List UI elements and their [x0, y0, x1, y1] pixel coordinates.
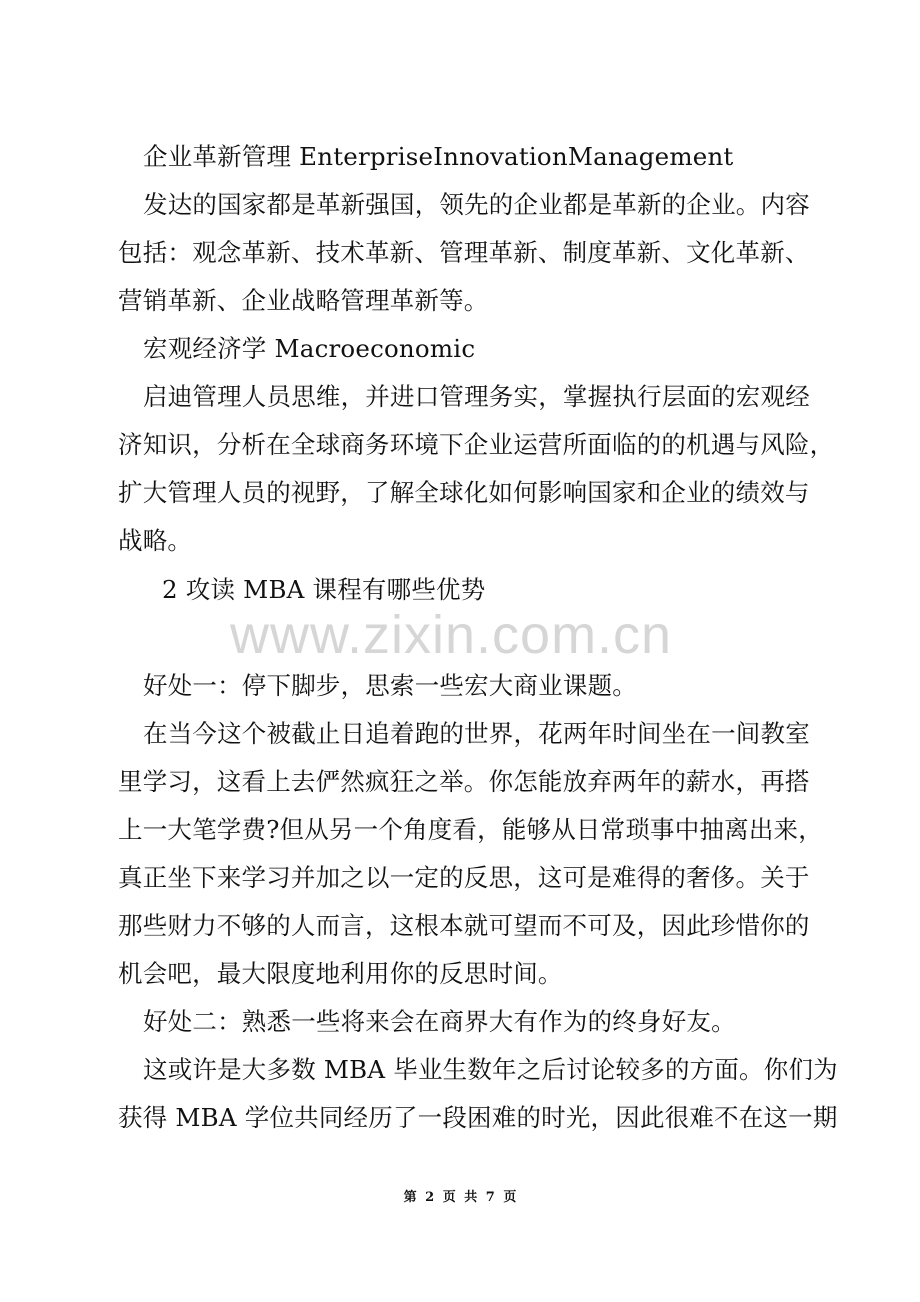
benefit-two-heading: 好处二：熟悉一些将来会在商界大有作为的终身好友。	[143, 1007, 736, 1036]
heading-macroeconomic: 宏观经济学 Macroeconomic	[143, 334, 476, 363]
paragraph-line: 真正坐下来学习并加之以一定的反思，这可是难得的奢侈。关于	[118, 863, 810, 892]
page-footer: 第 2 页 共 7 页	[403, 1190, 517, 1205]
watermark: www.zixin.com.cn	[230, 605, 673, 665]
paragraph-line: 发达的国家都是革新强国，领先的企业都是革新的企业。内容	[143, 190, 810, 219]
paragraph-line: 战略。	[118, 526, 193, 555]
paragraph-line: 包括：观念革新、技术革新、管理革新、制度革新、文化革新、	[118, 238, 810, 267]
paragraph-line: 上一大笔学费?但从另一个角度看，能够从日常琐事中抽离出来，	[118, 815, 823, 844]
paragraph-line: 机会吧，最大限度地利用你的反思时间。	[118, 959, 563, 988]
paragraph-line: 这或许是大多数 MBA 毕业生数年之后讨论较多的方面。你们为	[143, 1055, 838, 1084]
paragraph-line: 里学习，这看上去俨然疯狂之举。你怎能放弃两年的薪水，再搭	[118, 767, 810, 796]
paragraph-line: 扩大管理人员的视野，了解全球化如何影响国家和企业的绩效与	[118, 478, 810, 507]
heading-enterprise-innovation: 企业革新管理 EnterpriseInnovationManagement	[143, 142, 734, 171]
paragraph-line: 营销革新、企业战略管理革新等。	[118, 286, 489, 315]
paragraph-line: 在当今这个被截止日追着跑的世界，花两年时间坐在一间教室	[143, 719, 810, 748]
benefit-one-heading: 好处一：停下脚步，思索一些宏大商业课题。	[143, 671, 637, 700]
paragraph-line: 获得 MBA 学位共同经历了一段困难的时光，因此很难不在这一期	[118, 1103, 838, 1132]
section-heading-mba-advantages: 2 攻读 MBA 课程有哪些优势	[162, 575, 486, 604]
paragraph-line: 启迪管理人员思维，并进口管理务实，掌握执行层面的宏观经	[143, 382, 810, 411]
paragraph-line: 济知识，分析在全球商务环境下企业运营所面临的的机遇与风险，	[118, 430, 835, 459]
paragraph-line: 那些财力不够的人而言，这根本就可望而不可及，因此珍惜你的	[118, 911, 810, 940]
